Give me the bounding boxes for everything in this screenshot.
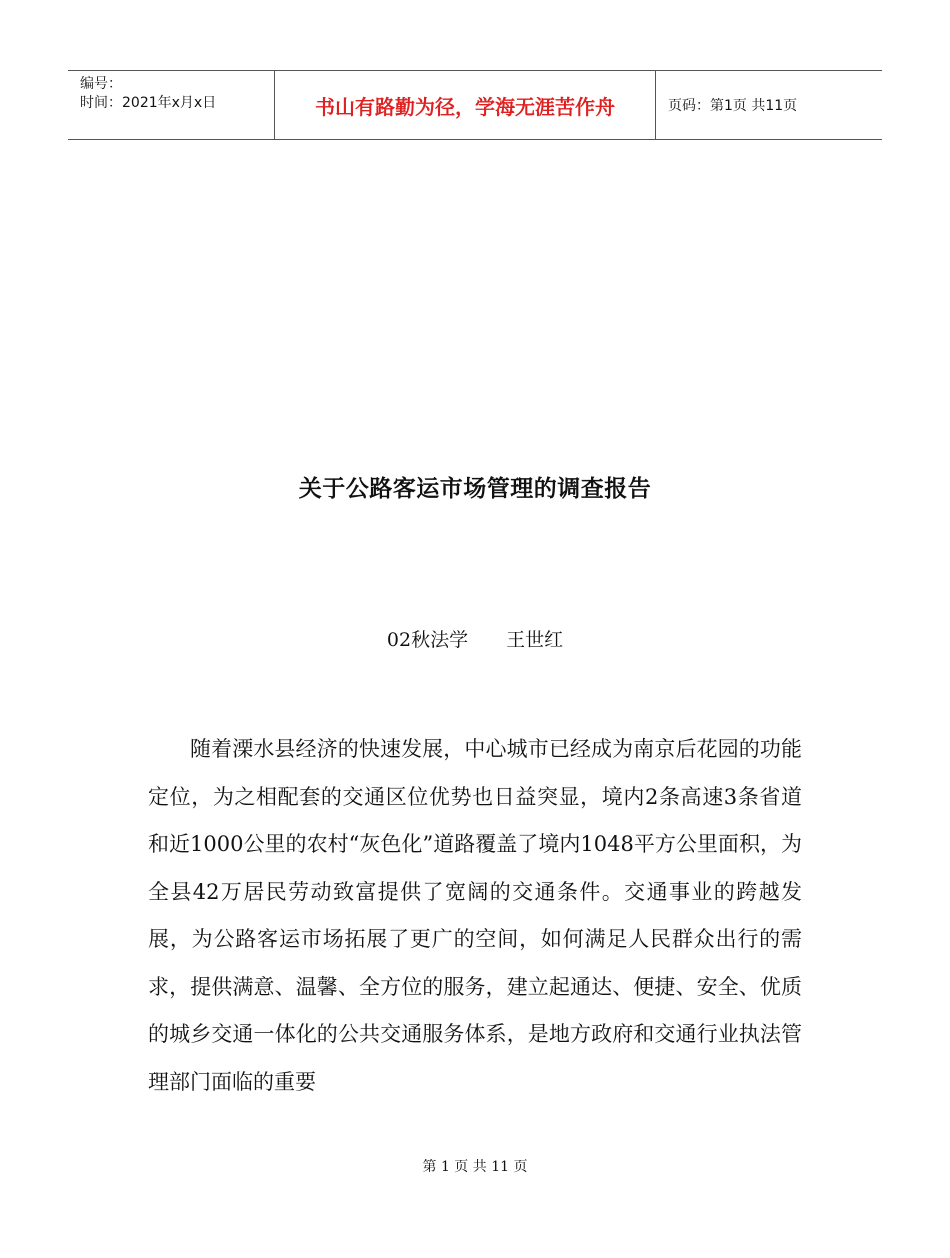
page-footer: 第 1 页 共 11 页 bbox=[422, 1159, 528, 1175]
header-page-cell bbox=[656, 71, 882, 139]
body-paragraph: 随着溧水县经济的快速发展，中心城市已经成为南京后花园的功能定位，为之相配套的交通区位优势也日益突显，境内2条高速3条省道和近1000公里的农村“灰色化”道路覆盖了境内1048平方公里面积，为全县42万居民劳动致富提供了宽阔的交通条件。交通事业的跨越发展，为公路客运市场拓展了更广的空间，如何满足人民群众出行的需求，提供满意、温馨、全方位的服务，建立起通达、便捷、安全、优质的城乡交通一体化的公共交通服务体系，是地方政府和交通行业执法管理部门面临的重要 bbox=[148, 737, 802, 1094]
author-line bbox=[0, 625, 950, 652]
header-table bbox=[68, 70, 882, 140]
page-info: 页码：第1页 共11页 bbox=[668, 98, 798, 114]
header-motto-cell bbox=[275, 71, 656, 139]
time-label: 时间：2021年x月x日 bbox=[80, 95, 217, 111]
motto-text: 书山有路勤为径，学海无涯苦作舟 bbox=[315, 94, 615, 119]
number-label: 编号： bbox=[80, 76, 122, 92]
header-meta-cell bbox=[68, 71, 275, 139]
author-name: 王世红 bbox=[506, 629, 564, 651]
document-title: 关于公路客运市场管理的调查报告 bbox=[298, 476, 652, 502]
author-class: 02秋法学 bbox=[386, 629, 469, 651]
